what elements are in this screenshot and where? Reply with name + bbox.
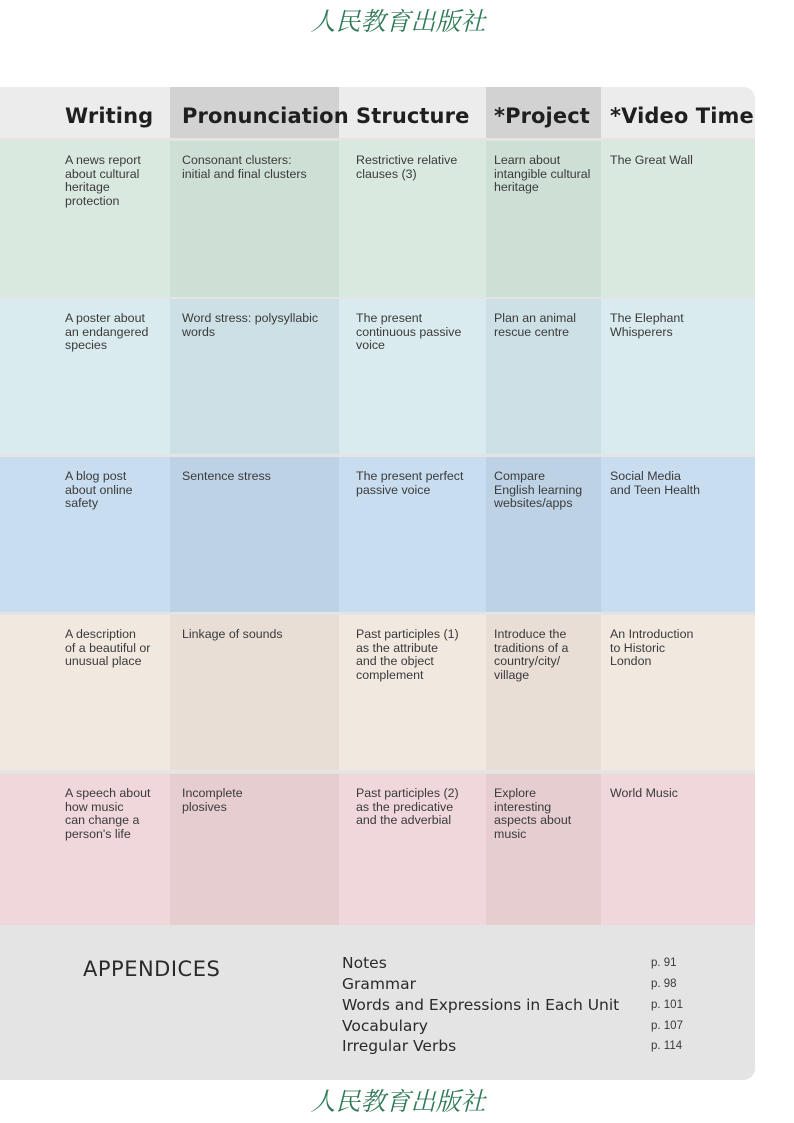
appendix-item-words-and-expressions: Words and Expressions in Each Unit [342, 996, 620, 1014]
appendices-title: APPENDICES [83, 957, 221, 981]
publisher-logo-art [290, 4, 506, 38]
appendix-item-irregular-verbs: Irregular Verbs [342, 1037, 457, 1055]
video-cell [601, 141, 755, 297]
structure-cell [339, 141, 486, 297]
project-text: Learn about intangible cultural heritage [494, 153, 591, 195]
video-text: Social Media and Teen Health [610, 469, 701, 497]
writing-cell [65, 141, 170, 297]
table-row [0, 141, 755, 297]
appendix-page: p. 91 [651, 957, 677, 969]
svg-text:人民教育出版社: 人民教育出版社 [310, 7, 486, 36]
project-cell [486, 774, 601, 925]
header-project: *Project [486, 87, 601, 138]
pronunciation-cell [170, 774, 339, 925]
pronunciation-cell [170, 615, 339, 770]
appendix-page: p. 98 [651, 978, 677, 990]
appendix-item-vocabulary: Vocabulary [342, 1017, 428, 1035]
appendix-page: p. 114 [651, 1040, 683, 1052]
table-row [0, 299, 755, 454]
pronunciation-cell [170, 141, 339, 297]
project-cell [486, 141, 601, 297]
header-video-time: *Video Time [610, 104, 754, 128]
writing-text: A speech about how music can change a person's life [65, 786, 151, 841]
pronunciation-text: Sentence stress [182, 469, 271, 483]
structure-text: Past participles (2) as the predicative and the adverbial [356, 786, 459, 828]
contents-table [0, 87, 755, 1080]
writing-cell [65, 299, 170, 454]
header-structure: Structure [356, 104, 470, 128]
header-pronunciation: Pronunciation [170, 87, 339, 138]
table-header [0, 87, 755, 138]
table-row [0, 457, 755, 612]
structure-text: Restrictive relative clauses (3) [356, 153, 458, 181]
structure-cell [339, 774, 486, 925]
video-text: The Elephant Whisperers [610, 311, 684, 339]
pronunciation-text: Incomplete plosives [182, 786, 243, 814]
writing-text: A description of a beautiful or unusual place [65, 627, 151, 669]
structure-text: The present perfect passive voice [356, 469, 464, 497]
structure-text: Past participles (1) as the attribute and the object complement [356, 627, 459, 682]
pronunciation-text: Consonant clusters: initial and final clusters [182, 153, 307, 181]
project-cell [486, 615, 601, 770]
video-cell [601, 774, 755, 925]
pronunciation-cell [170, 299, 339, 454]
writing-cell [65, 615, 170, 770]
video-text: The Great Wall [610, 153, 693, 167]
structure-cell [339, 299, 486, 454]
pronunciation-text: Word stress: polysyllabic words [182, 311, 319, 339]
pronunciation-text: Linkage of sounds [182, 627, 283, 641]
appendices-section [0, 930, 755, 1080]
publisher-logo [290, 4, 506, 38]
video-cell [601, 615, 755, 770]
header-writing: Writing [65, 104, 154, 128]
writing-text: A blog post about online safety [65, 469, 133, 511]
writing-cell [65, 457, 170, 612]
structure-cell [339, 615, 486, 770]
appendix-item-grammar: Grammar [342, 975, 416, 993]
video-cell [601, 299, 755, 454]
appendix-page: p. 107 [651, 1020, 683, 1032]
appendix-item-notes: Notes [342, 954, 387, 972]
project-text: Explore interesting aspects about music [494, 786, 572, 841]
project-text: Compare English learning websites/apps [494, 469, 583, 511]
table-row [0, 774, 755, 925]
svg-text:人民教育出版社: 人民教育出版社 [310, 1087, 486, 1116]
project-cell [486, 457, 601, 612]
video-text: An Introduction to Historic London [610, 627, 694, 669]
writing-cell [65, 774, 170, 925]
structure-text: The present continuous passive voice [356, 311, 462, 353]
publisher-logo [290, 1084, 506, 1118]
project-cell [486, 299, 601, 454]
table-row [0, 615, 755, 770]
project-text: Introduce the traditions of a country/city/ village [494, 627, 569, 682]
publisher-logo-art [290, 1084, 506, 1118]
pronunciation-cell [170, 457, 339, 612]
writing-text: A news report about cultural heritage protection [65, 153, 141, 208]
project-text: Plan an animal rescue centre [494, 311, 576, 339]
structure-cell [339, 457, 486, 612]
video-cell [601, 457, 755, 612]
video-text: World Music [610, 786, 678, 800]
writing-text: A poster about an endangered species [65, 311, 149, 353]
appendix-page: p. 101 [651, 999, 683, 1011]
